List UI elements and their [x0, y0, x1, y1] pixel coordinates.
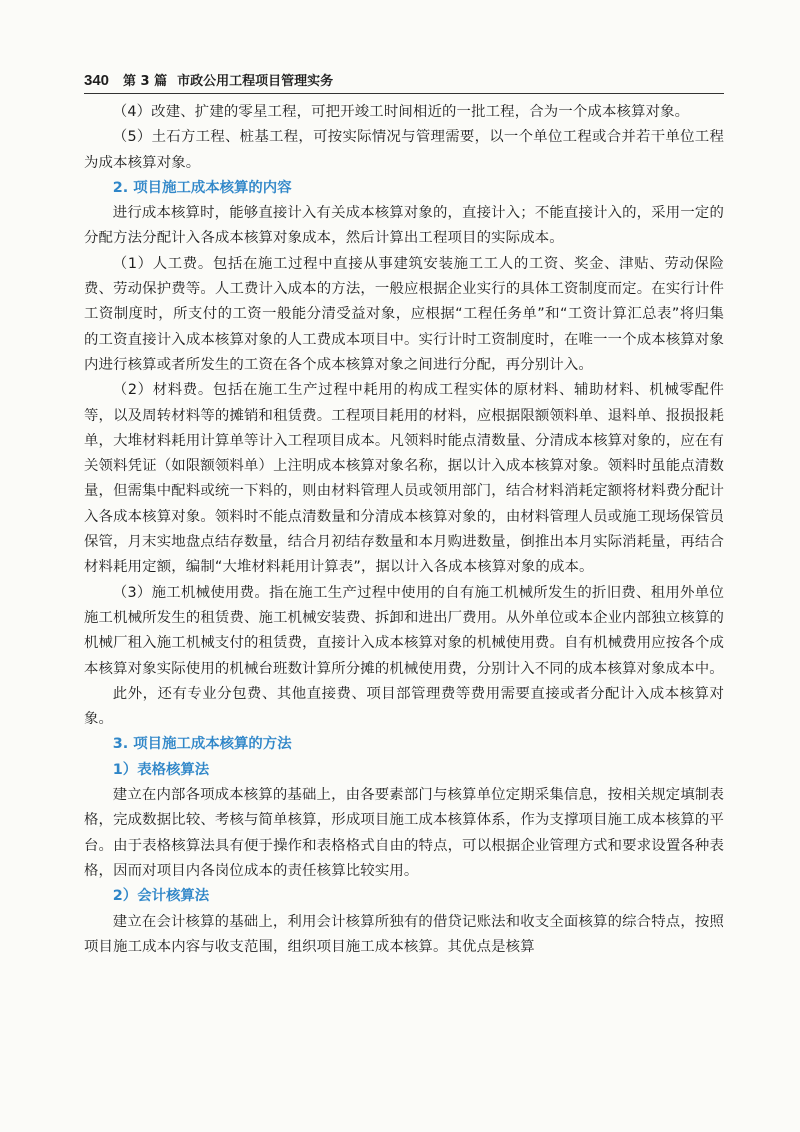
paragraph: 进行成本核算时，能够直接计入有关成本核算对象的，直接计入；不能直接计入的，采用一定的分配方法分配计入各成本核算对象成本，然后计算出工程项目的实际成本。 [84, 205, 724, 247]
paragraph: （5）土石方工程、桩基工程，可按实际情况与管理需要，以一个单位工程或合并若干单位工程为成本核算对象。 [84, 129, 724, 171]
chapter-title: 市政公用工程项目管理实务 [177, 74, 334, 89]
section-heading: 2. 项目施工成本核算的内容 [112, 179, 292, 196]
subsection-heading: 2）会计核算法 [112, 888, 210, 905]
page-number: 340 [84, 72, 110, 89]
paragraph: 此外，还有专业分包费、其他直接费、项目部管理费等费用需要直接或者分配计入成本核算对象。 [84, 685, 724, 728]
paragraph: （3）施工机械使用费。指在施工生产过程中使用的自有施工机械所发生的折旧费、租用外单位施工机械所发生的租赁费、施工机械安装费、拆卸和进出厂费用。从外单位或本企业内部独立核算的机械厂租入施工机械支付的租赁费，直接计入成本核算对象的机械使用费。自有机械费用应按各个成本核算对象实际使用的机械台班数计算所分摊的机械使用费，分别计入不同的成本核算对象成本中。 [84, 584, 724, 677]
part-label: 第 3 篇 [123, 74, 168, 89]
paragraph: （1）人工费。包括在施工过程中直接从事建筑安装施工工人的工资、奖金、津贴、劳动保险费、劳动保护费等。人工费计入成本的方法，一般应根据企业实行的具体工资制度而定。在实行计件工资制度时，所支付的工资一般能分清受益对象，应根据“工程任务单”和“工资计算汇总表”将归集的工资直接计入成本核算对象的人工费成本项目中。实行计时工资制度时，在唯一一个成本核算对象内进行核算或者所发生的工资在各个成本核算对象之间进行分配，再分别计入。 [84, 255, 724, 373]
page-body [84, 100, 724, 960]
subsection-heading: 1）表格核算法 [112, 761, 210, 778]
paragraph: （2）材料费。包括在施工生产过程中耗用的构成工程实体的原材料、辅助材料、机械零配件等，以及周转材料等的摊销和租赁费。工程项目耗用的材料，应根据限额领料单、退料单、报损报耗单，大堆材料耗用计算单等计入工程项目成本。凡领料时能点清数量、分清成本核算对象的，应在有关领料凭证（如限额领料单）上注明成本核算对象名称，据以计入成本核算对象。领料时虽能点清数量，但需集中配料或统一下料的，则由材料管理人员或领用部门，结合材料消耗定额将材料费分配计入各成本核算对象。领料时不能点清数量和分清成本核算对象的，由材料管理人员或施工现场保管员保管，月末实地盘点结存数量，结合月初结存数量和本月购进数量，倒推出本月实际消耗量，再结合材料耗用定额，编制“大堆材料耗用计算表”，据以计入各成本核算对象的成本。 [84, 382, 724, 576]
paragraph: 建立在会计核算的基础上，利用会计核算所独有的借贷记账法和收支全面核算的综合特点，按照项目施工成本内容与收支范围，组织项目施工成本核算。其优点是核算 [84, 913, 724, 955]
paragraph: （4）改建、扩建的零星工程，可把开竣工时间相近的一批工程，合为一个成本核算对象。 [112, 104, 690, 120]
section-heading: 3. 项目施工成本核算的方法 [112, 736, 292, 753]
page-header [84, 68, 724, 94]
paragraph: 建立在内部各项成本核算的基础上，由各要素部门与核算单位定期采集信息，按相关规定填制表格，完成数据比较、考核与简单核算，形成项目施工成本核算体系，作为支撑项目施工成本核算的平台。由于表格核算法具有便于操作和表格格式自由的特点，可以根据企业管理方式和要求设置各种表格，因而对项目内各岗位成本的责任核算比较实用。 [84, 787, 724, 879]
